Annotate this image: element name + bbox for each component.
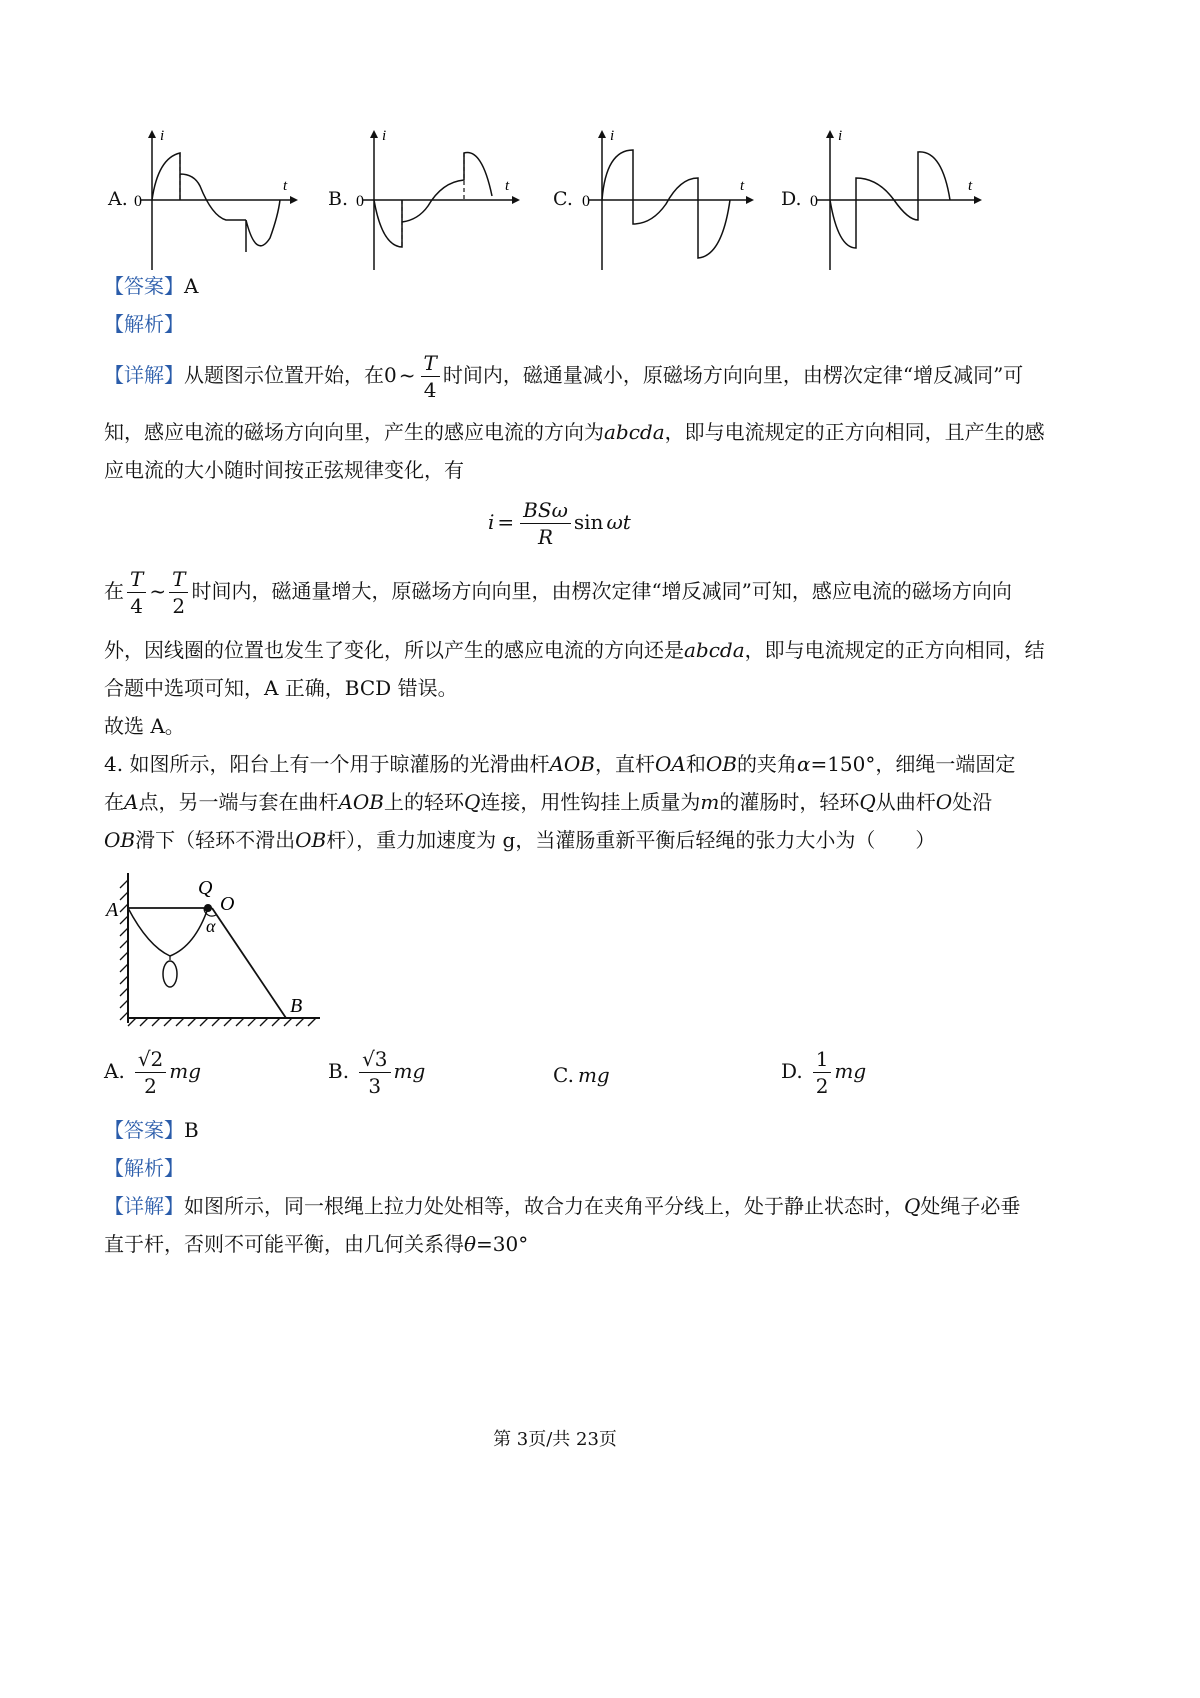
q4-l3b: 杆），重力加速度为 g，当灌肠重新平衡后轻绳的张力大小为（ ） [326, 828, 936, 852]
option-c-t-label: t [740, 178, 745, 194]
q4-l1f: ，细绳一端固定 [875, 752, 1016, 776]
q3-detail-text-2a: 知，感应电流的磁场方向向里，产生的感应电流的方向为 [104, 420, 604, 444]
q4-stem-line-1 [104, 750, 1015, 778]
option-d-t-label: t [968, 178, 973, 194]
eq-fraction: $\frac{\text{BSω}}{R}$ [520, 497, 571, 550]
q4-opt-d-mg: mg [834, 1059, 867, 1083]
option-a-i-label: i [160, 128, 165, 144]
q4-point-o: O [935, 790, 953, 814]
q4-opt-a-mg: mg [169, 1059, 202, 1083]
q3-detail-line-5 [104, 636, 1045, 664]
q3-equation [488, 497, 631, 550]
q4-point-a: A [124, 790, 139, 814]
q4-option-a [104, 1046, 201, 1099]
option-b-graph [352, 120, 522, 280]
q4-l1b: ，直杆 [595, 752, 655, 776]
option-a-origin: 0 [134, 193, 142, 210]
q4-d1-q: Q [904, 1194, 921, 1218]
q4-ob: OB [705, 752, 737, 776]
q4-d1a: 如图所示，同一根绳上拉力处处相等，故合力在夹角平分线上，处于静止状态时， [184, 1194, 904, 1218]
q4-opt-d-fraction: $\frac{1}{2}$ [813, 1046, 832, 1099]
q3-analysis-tag: 【解析】 [104, 312, 184, 336]
q3-fraction-t-over-4b: $\frac{T}{4}$ [127, 566, 146, 619]
q4-opt-c-mg: mg [577, 1063, 610, 1087]
q4-l2b: 点，另一端与套在曲杆 [138, 790, 339, 814]
q4-detail-tag: 【详解】 [104, 1194, 184, 1218]
q4-fig-label-o: O [220, 893, 235, 915]
q4-option-b [328, 1046, 425, 1099]
q4-stem-line-2 [104, 788, 992, 816]
option-d-origin: 0 [810, 193, 818, 210]
q4-stem-line-3 [104, 826, 935, 854]
q4-answer-line [104, 1116, 199, 1144]
option-c-label: C. [553, 188, 573, 210]
q3-detail-line-4 [104, 566, 1012, 619]
q4-fig-label-alpha: α [206, 916, 216, 936]
q4-theta: θ [464, 1232, 477, 1256]
option-b-i-label: i [382, 128, 387, 144]
q4-aob: AOB [549, 752, 595, 776]
q3-answer-line [104, 272, 198, 300]
q4-d1b: 处绳子必垂 [920, 1194, 1021, 1218]
q4-option-d [781, 1046, 866, 1099]
q4-d2a: 直于杆，否则不可能平衡，由几何关系得 [104, 1232, 464, 1256]
q4-opt-b-label: B. [328, 1059, 350, 1083]
option-d-graph [806, 120, 986, 280]
q3-detail-text-5b: ，即与电流规定的正方向相同，结 [744, 638, 1045, 662]
q4-figure [100, 868, 340, 1033]
q4-l2c: 上的轻环 [384, 790, 464, 814]
q3-detail-line-6: 合题中选项可知，A 正确，BCD 错误。 [104, 676, 458, 700]
q4-opt-b-mg: mg [393, 1059, 426, 1083]
q4-detail-line-2 [104, 1230, 528, 1258]
page-footer: 第 3页/共 23页 [493, 1429, 617, 1450]
q4-ring-q-2: Q [859, 790, 876, 814]
eq-i: i [488, 510, 495, 534]
q3-detail-text-4b: 时间内，磁通量增大，原磁场方向向里，由楞次定律“增反减同”可知，感应电流的磁场方向向 [191, 579, 1012, 603]
option-b-origin: 0 [356, 193, 364, 210]
q3-detail-tag: 【详解】 [104, 363, 184, 387]
option-a-t-label: t [283, 178, 288, 194]
q4-opt-d-label: D. [781, 1059, 803, 1083]
q4-opt-a-fraction: $\frac{√2}{2}$ [135, 1046, 166, 1099]
q4-d2b: =30° [476, 1232, 529, 1256]
eq-equals: = [497, 510, 515, 534]
q3-detail-text-2b: ，即与电流规定的正方向相同，且产生的感 [664, 420, 1045, 444]
q3-tilde-2: ~ [149, 579, 167, 603]
q3-detail-line-7: 故选 A。 [104, 714, 185, 738]
q4-l1c: 和 [685, 752, 706, 776]
q4-l1d: 的夹角 [736, 752, 797, 776]
q3-detail-text-1a: 从题图示位置开始，在 [184, 363, 384, 387]
q4-l2a: 在 [104, 790, 124, 814]
q4-opt-b-fraction: $\frac{√3}{3}$ [359, 1046, 390, 1099]
q3-detail-text-1b: 时间内，磁通量减小，原磁场方向向里，由楞次定律“增反减同”可 [442, 363, 1024, 387]
q4-ob-3: OB [295, 828, 327, 852]
q4-fig-label-a: A [106, 899, 119, 921]
q4-option-c [553, 1061, 610, 1089]
q4-aob-2: AOB [338, 790, 384, 814]
option-a-label: A. [108, 188, 128, 210]
q3-detail-line-2 [104, 418, 1045, 446]
q3-zero: 0 [384, 363, 397, 387]
q3-fraction-t-over-4: $\frac{T}{4}$ [421, 350, 440, 403]
q3-tilde: ~ [398, 363, 416, 387]
q3-detail-line-3: 应电流的大小随时间按正弦规律变化，有 [104, 458, 464, 482]
q3-fraction-t-over-2: $\frac{T}{2}$ [169, 566, 188, 619]
eq-sin: sin [573, 510, 604, 534]
q4-l3a: 滑下（轻环不滑出 [135, 828, 296, 852]
q4-analysis-tag: 【解析】 [104, 1156, 184, 1180]
option-c-graph [578, 120, 758, 280]
q3-detail-text-5a: 外，因线圈的位置也发生了变化，所以产生的感应电流的方向还是 [104, 638, 684, 662]
q4-l2g: 处沿 [952, 790, 993, 814]
q4-alpha: α [796, 752, 811, 776]
option-a-graph [130, 120, 300, 280]
option-b-t-label: t [505, 178, 510, 194]
q4-ring-q: Q [464, 790, 481, 814]
q3-detail-text-4a: 在 [104, 579, 124, 603]
q4-answer-tag: 【答案】 [104, 1118, 184, 1142]
q4-l2f: 从曲杆 [875, 790, 936, 814]
q4-ob-2: OB [104, 828, 136, 852]
q4-opt-c-label: C. [553, 1063, 574, 1087]
eq-omega-t: ωt [606, 510, 631, 534]
q3-answer-value: A [184, 274, 199, 298]
q4-l1a: 4. 如图所示，阳台上有一个用于晾灌肠的光滑曲杆 [104, 752, 550, 776]
q4-mass-m: m [700, 790, 720, 814]
q4-answer-value: B [184, 1118, 199, 1142]
q3-answer-tag: 【答案】 [104, 274, 184, 298]
q4-l2e: 的灌肠时，轻环 [719, 790, 860, 814]
q4-fig-label-q: Q [198, 877, 213, 899]
q4-l1e: =150° [810, 752, 876, 776]
q4-oa: OA [655, 752, 686, 776]
q3-detail-line-1 [104, 350, 1023, 403]
q4-l2d: 连接，用性钩挂上质量为 [480, 790, 701, 814]
option-c-i-label: i [610, 128, 615, 144]
q4-fig-label-b: B [290, 995, 303, 1017]
option-d-label: D. [781, 188, 802, 210]
option-d-i-label: i [838, 128, 843, 144]
q4-opt-a-label: A. [104, 1059, 125, 1083]
q4-detail-line-1 [104, 1192, 1020, 1220]
q3-abcda-2: abcda [684, 638, 745, 662]
q3-abcda-1: abcda [604, 420, 665, 444]
option-c-origin: 0 [582, 193, 590, 210]
option-b-label: B. [328, 188, 349, 210]
graph-options-row [0, 120, 1200, 280]
